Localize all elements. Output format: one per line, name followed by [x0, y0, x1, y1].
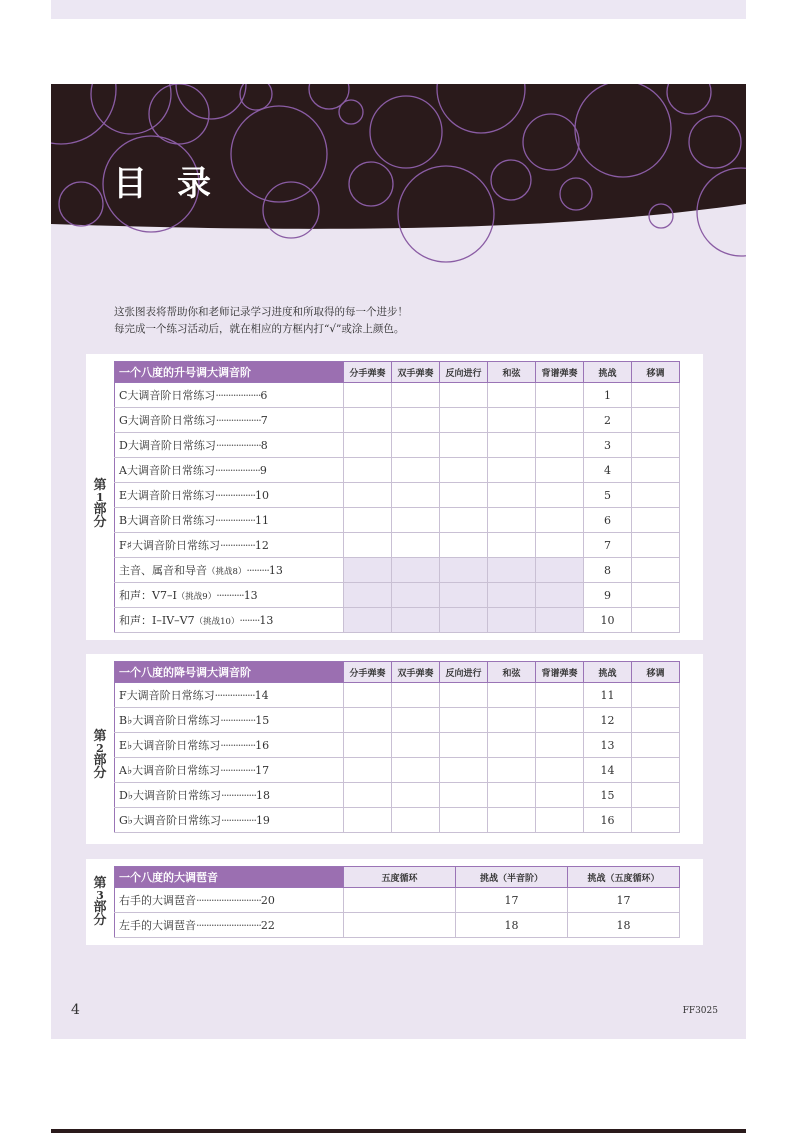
checkbox-cell[interactable] [536, 458, 584, 483]
part-label-char: 第 [93, 729, 107, 744]
page-ref: 22 [260, 919, 275, 932]
checkbox-cell[interactable] [488, 433, 536, 458]
challenge-number-cell[interactable]: 17 [568, 888, 680, 913]
challenge-number-cell[interactable]: 16 [584, 808, 632, 833]
item-title [119, 487, 215, 503]
page-ref: 18 [255, 789, 270, 802]
challenge-number-cell[interactable]: 10 [584, 608, 632, 633]
item-name: 和声：I–IV–V7 [119, 614, 195, 627]
checkbox-cell[interactable] [440, 733, 488, 758]
checkbox-cell[interactable] [488, 583, 536, 608]
intro-line: 这张图表将帮助你和老师记录学习进度和所取得的每一个进步！ [114, 306, 408, 318]
item-title [119, 787, 221, 803]
leader-dots: ················ [215, 514, 256, 527]
checkbox-cell[interactable] [536, 783, 584, 808]
item-name: 右手的大调琶音 [119, 894, 196, 907]
checkbox-cell[interactable] [632, 683, 680, 708]
item-name: 左手的大调琶音 [119, 919, 196, 932]
column-header: 挑战（半音阶） [456, 867, 568, 888]
challenge-number-cell[interactable]: 1 [584, 383, 632, 408]
checkbox-cell[interactable] [632, 483, 680, 508]
checkbox-cell[interactable] [488, 683, 536, 708]
item-name: A大调音阶日常练习 [119, 464, 215, 477]
item-title-cell [115, 888, 344, 913]
challenge-number-cell[interactable]: 18 [456, 913, 568, 938]
checkbox-cell[interactable] [392, 508, 440, 533]
challenge-number-cell[interactable]: 11 [584, 683, 632, 708]
checkbox-cell[interactable] [488, 383, 536, 408]
checkbox-cell[interactable] [536, 533, 584, 558]
checkbox-cell[interactable] [344, 408, 392, 433]
item-title [119, 737, 220, 753]
column-header: 五度循环 [344, 867, 456, 888]
challenge-number-cell[interactable]: 8 [584, 558, 632, 583]
leader-dots: ··········· [216, 589, 244, 602]
table-row [115, 508, 680, 533]
checkbox-cell[interactable] [632, 558, 680, 583]
section-header: 一个八度的降号调大调音阶 [115, 662, 344, 683]
challenge-number-cell[interactable]: 3 [584, 433, 632, 458]
checkbox-cell[interactable] [344, 808, 392, 833]
page-ref: 11 [255, 514, 270, 527]
part-label-number: 1 [96, 491, 104, 504]
checkbox-cell[interactable] [392, 733, 440, 758]
item-name: B大调音阶日常练习 [119, 514, 216, 527]
checkbox-cell[interactable] [440, 483, 488, 508]
checkbox-cell[interactable] [440, 583, 488, 608]
checkbox-cell[interactable] [632, 733, 680, 758]
leader-dots: ················ [215, 489, 255, 502]
checkbox-cell[interactable] [632, 408, 680, 433]
item-title-cell [115, 558, 344, 583]
checkbox-cell[interactable] [488, 608, 536, 633]
page-title: 目录 [113, 164, 241, 204]
table-row [115, 433, 680, 458]
checkbox-cell[interactable] [344, 433, 392, 458]
page-ref: 12 [254, 539, 269, 552]
challenge-number-cell[interactable]: 4 [584, 458, 632, 483]
checkbox-cell[interactable] [488, 458, 536, 483]
part-label-char: 分 [93, 515, 107, 530]
checkbox-cell[interactable] [488, 758, 536, 783]
item-name: B♭大调音阶日常练习 [119, 714, 221, 727]
checkbox-cell[interactable] [344, 508, 392, 533]
column-header: 挑战 [584, 362, 632, 383]
table-row [115, 808, 680, 833]
checkbox-cell[interactable] [344, 783, 392, 808]
item-title-cell [115, 458, 344, 483]
page-ref: 10 [254, 489, 269, 502]
checkbox-cell[interactable] [392, 458, 440, 483]
checkbox-cell[interactable] [488, 708, 536, 733]
item-title [119, 812, 221, 828]
challenge-number-cell[interactable]: 12 [584, 708, 632, 733]
checkbox-cell[interactable] [536, 408, 584, 433]
checkbox-cell[interactable] [344, 608, 392, 633]
checkbox-cell[interactable] [392, 433, 440, 458]
checkbox-cell[interactable] [632, 708, 680, 733]
page-ref: 17 [255, 764, 270, 777]
checkbox-cell[interactable] [392, 408, 440, 433]
checkbox-cell[interactable] [488, 783, 536, 808]
leader-dots: ········ [239, 614, 260, 627]
table-row [115, 683, 680, 708]
page-ref: 8 [260, 439, 268, 452]
column-header: 双手弹奏 [392, 662, 440, 683]
checkbox-cell[interactable] [536, 583, 584, 608]
item-title [119, 892, 196, 908]
part-2-panel [86, 654, 703, 844]
challenge-number-cell[interactable]: 15 [584, 783, 632, 808]
item-title-cell [115, 508, 344, 533]
part-label-number: 2 [96, 742, 104, 755]
checkbox-cell[interactable] [392, 708, 440, 733]
leader-dots: ·············· [220, 814, 256, 827]
challenge-number-cell[interactable]: 18 [568, 913, 680, 938]
part-label-char: 部 [93, 900, 107, 915]
checkbox-cell[interactable] [392, 383, 440, 408]
page-ref: 9 [259, 464, 267, 477]
checkbox-cell[interactable] [344, 708, 392, 733]
part-3-label [86, 877, 114, 927]
item-name: D大调音阶日常练习 [119, 439, 216, 452]
item-title-cell [115, 683, 344, 708]
column-header: 反向进行 [440, 362, 488, 383]
checkbox-cell[interactable] [392, 683, 440, 708]
next-page-strip [51, 1129, 746, 1133]
checkbox-cell[interactable] [632, 808, 680, 833]
challenge-number-cell[interactable]: 5 [584, 483, 632, 508]
checkbox-cell[interactable] [536, 508, 584, 533]
item-title-cell [115, 808, 344, 833]
checkbox-cell[interactable] [440, 783, 488, 808]
checkbox-cell[interactable] [440, 683, 488, 708]
checkbox-cell[interactable] [440, 458, 488, 483]
checkbox-cell[interactable] [344, 558, 392, 583]
item-name: F大调音阶日常练习 [119, 689, 215, 702]
checkbox-cell[interactable] [440, 508, 488, 533]
checkbox-cell[interactable] [536, 683, 584, 708]
checkbox-cell[interactable] [344, 383, 392, 408]
checkbox-cell[interactable] [440, 708, 488, 733]
table-row [115, 733, 680, 758]
table-row [115, 558, 680, 583]
table-row [115, 783, 680, 808]
table-row [115, 458, 680, 483]
part-label-char: 部 [93, 753, 107, 768]
checkbox-cell[interactable] [344, 583, 392, 608]
column-header: 和弦 [488, 662, 536, 683]
leader-dots: ·························· [196, 894, 261, 907]
leader-dots: ·············· [220, 739, 256, 752]
column-header: 挑战（五度循环） [568, 867, 680, 888]
item-title [119, 612, 239, 628]
part-label-char: 分 [93, 913, 107, 928]
checkbox-cell[interactable] [440, 383, 488, 408]
section-header: 一个八度的大调琶音 [115, 867, 344, 888]
item-title-cell [115, 583, 344, 608]
leader-dots: ·················· [214, 464, 260, 477]
page-ref: 19 [255, 814, 270, 827]
page-ref: 20 [260, 894, 275, 907]
leader-dots: ········· [246, 564, 269, 577]
item-name: A♭大调音阶日常练习 [119, 764, 221, 777]
page-ref: 7 [260, 414, 268, 427]
page-ref: 16 [255, 739, 270, 752]
item-title [119, 412, 216, 428]
part-1-label [86, 479, 114, 529]
catalog-code: FF3025 [682, 1006, 718, 1016]
item-title [119, 512, 215, 528]
leader-dots: ·················· [215, 439, 261, 452]
intro-text [114, 304, 408, 338]
part-label-char: 第 [93, 478, 107, 493]
checkbox-cell[interactable] [536, 383, 584, 408]
checkbox-cell[interactable] [632, 533, 680, 558]
item-name: 和声：V7–I [119, 589, 177, 602]
page-ref: 13 [259, 614, 274, 627]
checkbox-cell[interactable] [440, 558, 488, 583]
checkbox-cell[interactable] [632, 433, 680, 458]
checkbox-cell[interactable] [440, 408, 488, 433]
intro-line: 每完成一个练习活动后，就在相应的方框内打“√”或涂上颜色。 [114, 323, 405, 335]
checkbox-cell[interactable] [392, 583, 440, 608]
part-1-table [114, 361, 680, 633]
checkbox-cell[interactable] [536, 483, 584, 508]
item-title-cell [115, 913, 344, 938]
checkbox-cell[interactable] [440, 608, 488, 633]
item-title [119, 712, 220, 728]
page-ref: 14 [254, 689, 269, 702]
checkbox-cell[interactable] [632, 458, 680, 483]
column-header: 反向进行 [440, 662, 488, 683]
checkbox-cell[interactable] [536, 708, 584, 733]
item-title-cell [115, 383, 344, 408]
checkbox-cell[interactable] [344, 758, 392, 783]
checkbox-cell[interactable] [392, 783, 440, 808]
item-title [119, 562, 246, 578]
checkbox-cell[interactable] [536, 433, 584, 458]
item-name: G大调音阶日常练习 [119, 414, 216, 427]
checkbox-cell[interactable] [392, 608, 440, 633]
item-title-cell [115, 708, 344, 733]
leader-dots: ·················· [215, 414, 261, 427]
checkbox-cell[interactable] [344, 458, 392, 483]
column-header: 分手弹奏 [344, 662, 392, 683]
checkbox-cell[interactable] [536, 733, 584, 758]
column-header: 分手弹奏 [344, 362, 392, 383]
checkbox-cell[interactable] [440, 533, 488, 558]
checkbox-cell[interactable] [344, 733, 392, 758]
leader-dots: ················ [214, 689, 255, 702]
checkbox-cell[interactable] [488, 533, 536, 558]
table-row [115, 383, 680, 408]
checkbox-cell[interactable] [392, 558, 440, 583]
part-label-char: 部 [93, 502, 107, 517]
item-name: C大调音阶日常练习 [119, 389, 216, 402]
part-3-table [114, 866, 680, 938]
item-title-cell [115, 783, 344, 808]
part-2-label [86, 730, 114, 780]
checkbox-cell[interactable] [632, 783, 680, 808]
part-1-panel [86, 354, 703, 640]
checkbox-cell[interactable] [536, 608, 584, 633]
checkbox-cell[interactable] [344, 483, 392, 508]
checkbox-cell[interactable] [632, 383, 680, 408]
checkbox-cell[interactable] [632, 758, 680, 783]
column-header: 和弦 [488, 362, 536, 383]
checkbox-cell[interactable] [440, 808, 488, 833]
checkbox-cell[interactable] [488, 483, 536, 508]
checkbox-cell[interactable] [392, 758, 440, 783]
table-row [115, 483, 680, 508]
table-header-row [115, 867, 680, 888]
page-ref: 15 [255, 714, 270, 727]
leader-dots: ·················· [215, 389, 261, 402]
part-3-panel [86, 859, 703, 945]
item-title [119, 917, 196, 933]
page-ref: 6 [260, 389, 268, 402]
checkbox-cell[interactable] [488, 558, 536, 583]
checkbox-cell[interactable] [488, 508, 536, 533]
checkbox-cell[interactable] [344, 913, 456, 938]
item-note: （挑战9） [176, 592, 217, 602]
item-name: D♭大调音阶日常练习 [119, 789, 222, 802]
item-title [119, 762, 220, 778]
section-header: 一个八度的升号调大调音阶 [115, 362, 344, 383]
leader-dots: ·························· [196, 919, 261, 932]
item-title-cell [115, 408, 344, 433]
page-ref: 13 [243, 589, 258, 602]
item-title [119, 437, 216, 453]
table-row [115, 913, 680, 938]
checkbox-cell[interactable] [344, 888, 456, 913]
item-title [119, 687, 215, 703]
checkbox-cell[interactable] [632, 608, 680, 633]
previous-page-strip [51, 0, 746, 19]
column-header: 背谱弹奏 [536, 362, 584, 383]
table-row [115, 408, 680, 433]
checkbox-cell[interactable] [632, 508, 680, 533]
leader-dots: ·············· [219, 539, 255, 552]
column-header: 双手弹奏 [392, 362, 440, 383]
item-title [119, 537, 220, 553]
leader-dots: ·············· [220, 764, 256, 777]
challenge-number-cell[interactable]: 7 [584, 533, 632, 558]
leader-dots: ·············· [220, 714, 256, 727]
item-note: （挑战10） [194, 617, 240, 627]
table-row [115, 608, 680, 633]
checkbox-cell[interactable] [536, 808, 584, 833]
challenge-number-cell[interactable]: 9 [584, 583, 632, 608]
checkbox-cell[interactable] [392, 483, 440, 508]
item-name: G♭大调音阶日常练习 [119, 814, 221, 827]
checkbox-cell[interactable] [488, 808, 536, 833]
item-note: （挑战8） [207, 567, 247, 577]
checkbox-cell[interactable] [344, 683, 392, 708]
page-ref: 13 [268, 564, 283, 577]
table-row [115, 583, 680, 608]
page-number: 4 [71, 1002, 80, 1018]
part-2-table [114, 661, 680, 833]
column-header: 背谱弹奏 [536, 662, 584, 683]
challenge-number-cell[interactable]: 14 [584, 758, 632, 783]
part-label-char: 第 [93, 876, 107, 891]
challenge-number-cell[interactable]: 17 [456, 888, 568, 913]
item-name: 主音、属音和导音 [119, 564, 207, 577]
item-title-cell [115, 433, 344, 458]
challenge-number-cell[interactable]: 6 [584, 508, 632, 533]
checkbox-cell[interactable] [488, 408, 536, 433]
checkbox-cell[interactable] [392, 808, 440, 833]
item-name: F♯大调音阶日常练习 [119, 539, 220, 552]
item-title [119, 462, 215, 478]
checkbox-cell[interactable] [392, 533, 440, 558]
checkbox-cell[interactable] [344, 533, 392, 558]
checkbox-cell[interactable] [536, 558, 584, 583]
item-title-cell [115, 733, 344, 758]
checkbox-cell[interactable] [440, 758, 488, 783]
item-name: E大调音阶日常练习 [119, 489, 216, 502]
table-header-row [115, 662, 680, 683]
item-title [119, 587, 216, 603]
column-header: 移调 [632, 662, 680, 683]
table-header-row [115, 362, 680, 383]
table-row [115, 708, 680, 733]
challenge-number-cell[interactable]: 2 [584, 408, 632, 433]
book-page [51, 84, 746, 1039]
item-title-cell [115, 608, 344, 633]
item-title-cell [115, 533, 344, 558]
item-title-cell [115, 758, 344, 783]
challenge-number-cell[interactable]: 13 [584, 733, 632, 758]
checkbox-cell[interactable] [488, 733, 536, 758]
checkbox-cell[interactable] [632, 583, 680, 608]
item-title [119, 387, 215, 403]
part-label-char: 分 [93, 766, 107, 781]
checkbox-cell[interactable] [440, 433, 488, 458]
checkbox-cell[interactable] [536, 758, 584, 783]
item-title-cell [115, 483, 344, 508]
column-header: 挑战 [584, 662, 632, 683]
item-name: E♭大调音阶日常练习 [119, 739, 221, 752]
table-row [115, 758, 680, 783]
table-row [115, 533, 680, 558]
column-header: 移调 [632, 362, 680, 383]
part-label-number: 3 [96, 889, 104, 902]
leader-dots: ·············· [221, 789, 256, 802]
table-row [115, 888, 680, 913]
